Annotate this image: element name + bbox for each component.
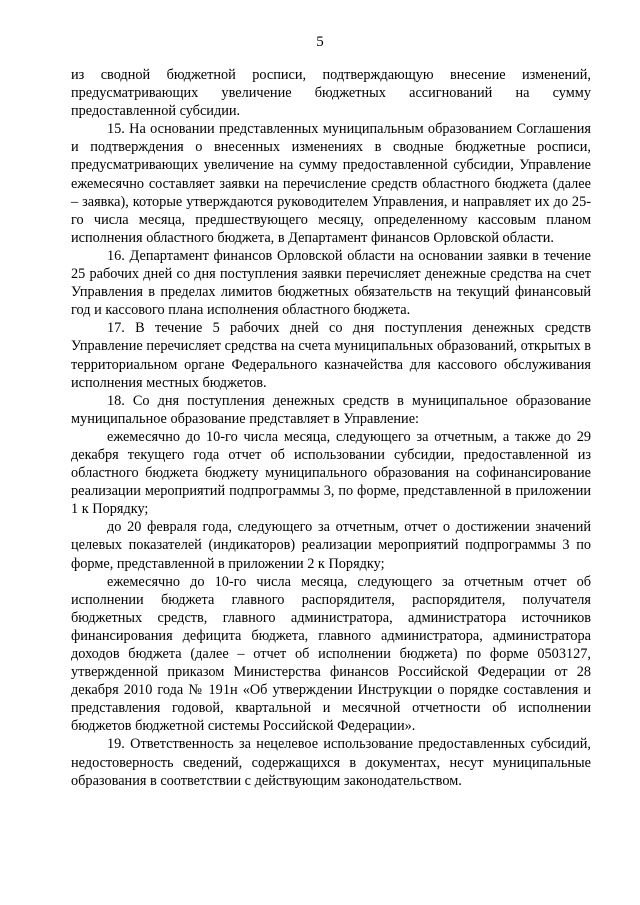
paragraph-17: 17. В течение 5 рабочих дней со дня поступления денежных средств Управление перечисляет средства на счета муниципальных образований, открытых в территориальном органе Федерального казначейства для кассового обслуживания исполнения местных бюджетов. <box>71 320 591 391</box>
paragraph-19: 19. Ответственность за нецелевое использование предоставленных субсидий, недостоверность сведений, содержащихся в документах, несут муниципальные образования в соответствии с действующим законодательством. <box>71 736 591 789</box>
paragraph-16: 16. Департамент финансов Орловской области на основании заявки в течение 25 рабочих дней со дня поступления заявки перечисляет денежные средства на счет Управления в пределах лимитов бюджетных обязательств на текущий финансовый год и кассового плана исполнения областного бюджета. <box>71 247 591 319</box>
paragraph-15: 15. На основании представленных муниципальным образованием Соглашения и подтверждения о внесенных изменениях в сводные бюджетные росписи, предусматривающих увеличение на сумму предоставленной субсидии, Управление ежемесячно составляет заявки на перечисление средств областного бюджета (далее – заявка), которые утверждаются руководителем Управления, и направляет их до 25-го числа месяца, предшествующего месяцу, определенному кассовым планом исполнения областного бюджета, в Департамент финансов Орловской области. <box>71 121 591 246</box>
paragraph-18-item-monthly-subsidy-report: ежемесячно до 10-го числа месяца, следующего за отчетным, а также до 29 декабря текущего года отчет об использовании субсидии, предоставленной из областного бюджета бюджету муниципального образования на софинансирование реализации мероприятий подпрограммы 3, по форме, представленной в приложении 1 к Порядку; <box>71 428 591 518</box>
paragraph-continuation: из сводной бюджетной росписи, подтверждающую внесение изменений, предусматривающих увеличение бюджетных ассигнований на сумму предоставленной субсидии. <box>71 67 591 120</box>
document-body <box>71 66 591 790</box>
paragraph-18: 18. Со дня поступления денежных средств в муниципальное образование муниципальное образование представляет в Управление: <box>71 392 591 427</box>
paragraph-18-item-budget-execution-report: ежемесячно до 10-го числа месяца, следующего за отчетным отчет об исполнении бюджета главного распорядителя, распорядителя, получателя бюджетных средств, главного администратора, администратора источников финансирования дефицита бюджета, главного администратора, администратора доходов бюджета (далее – отчет об исполнении бюджета) по форме 0503127, утвержденной приказом Министерства финансов Российской Федерации от 28 декабря 2010 года № 191н «Об утверждении Инструкции о порядке составления и представления годовой, квартальной и месячной отчетности об исполнении бюджетов бюджетной системы Российской Федерации». <box>71 573 591 735</box>
paragraph-18-item-indicators-report: до 20 февраля года, следующего за отчетным, отчет о достижении значений целевых показателей (индикаторов) реализации мероприятий подпрограммы 3 по форме, представленной в приложении 2 к Порядку; <box>71 519 591 572</box>
page-number: 5 <box>316 34 324 50</box>
